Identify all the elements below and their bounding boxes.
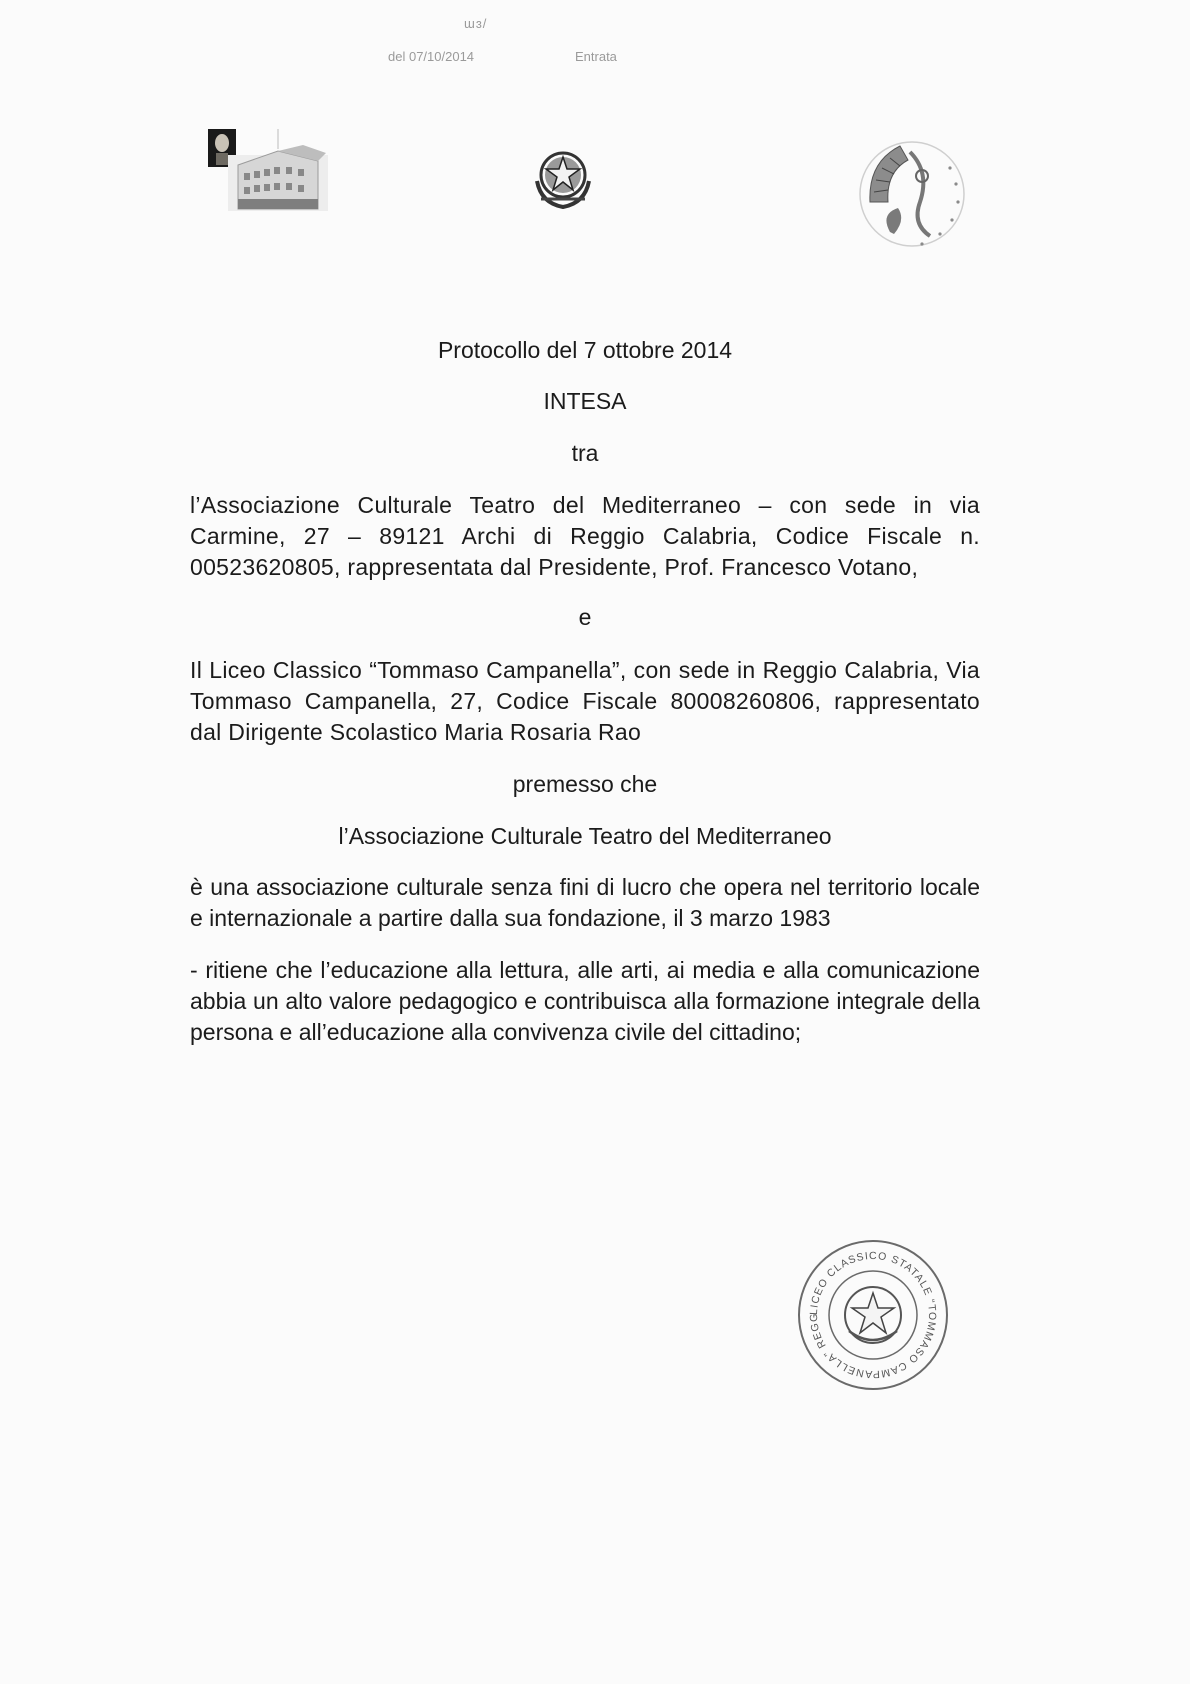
- document-e: e: [578, 604, 592, 630]
- liceo-logo: [208, 125, 330, 211]
- agreement-document: [190, 335, 980, 1048]
- protocol-stamp: [0, 0, 1190, 80]
- party-2-paragraph: Il Liceo Classico “Tommaso Campanella”, con sede in Reggio Calabria, Via Tommaso Campanella, 27, Codice Fiscale 80008260806, rappresentato dal Dirigente Scolastico Maria Rosaria Rao: [190, 657, 980, 745]
- association-heading: l’Associazione Culturale Teatro del Mediterraneo: [338, 823, 832, 849]
- protocol-number: ɯɜ/: [464, 16, 488, 31]
- italian-republic-emblem: [531, 145, 595, 211]
- document-title: Protocollo del 7 ottobre 2014: [437, 337, 733, 363]
- protocol-type: Entrata: [575, 49, 617, 64]
- liceo-seal-stamp: [795, 1237, 951, 1393]
- seal-text: LICEO CLASSICO STATALE “TOMMASO CAMPANELLA” REGG: [807, 1249, 939, 1381]
- document-tra: tra: [571, 440, 599, 466]
- document-heading-intesa: INTESA: [543, 388, 627, 414]
- party-1-paragraph: l’Associazione Culturale Teatro del Mediterraneo – con sede in via Carmine, 27 – 89121 Archi di Reggio Calabria, Codice Fiscale n. 00523620805, rappresentata dal Presidente, Prof. Francesco Votano,: [190, 492, 980, 580]
- association-paragraph: è una associazione culturale senza fini di lucro che opera nel territorio locale e internazionale a partire dalla sua fondazione, il 3 marzo 1983: [190, 874, 980, 931]
- premesso-heading: premesso che: [512, 771, 658, 797]
- teatro-del-mediterraneo-logo: [850, 132, 972, 258]
- education-paragraph: - ritiene che l’educazione alla lettura, alle arti, ai media e alla comunicazione abbia un alto valore pedagogico e contribuisca alla formazione integrale della persona e all’educazione alla convivenza civile del cittadino;: [190, 957, 980, 1045]
- protocol-date: del 07/10/2014: [388, 49, 475, 64]
